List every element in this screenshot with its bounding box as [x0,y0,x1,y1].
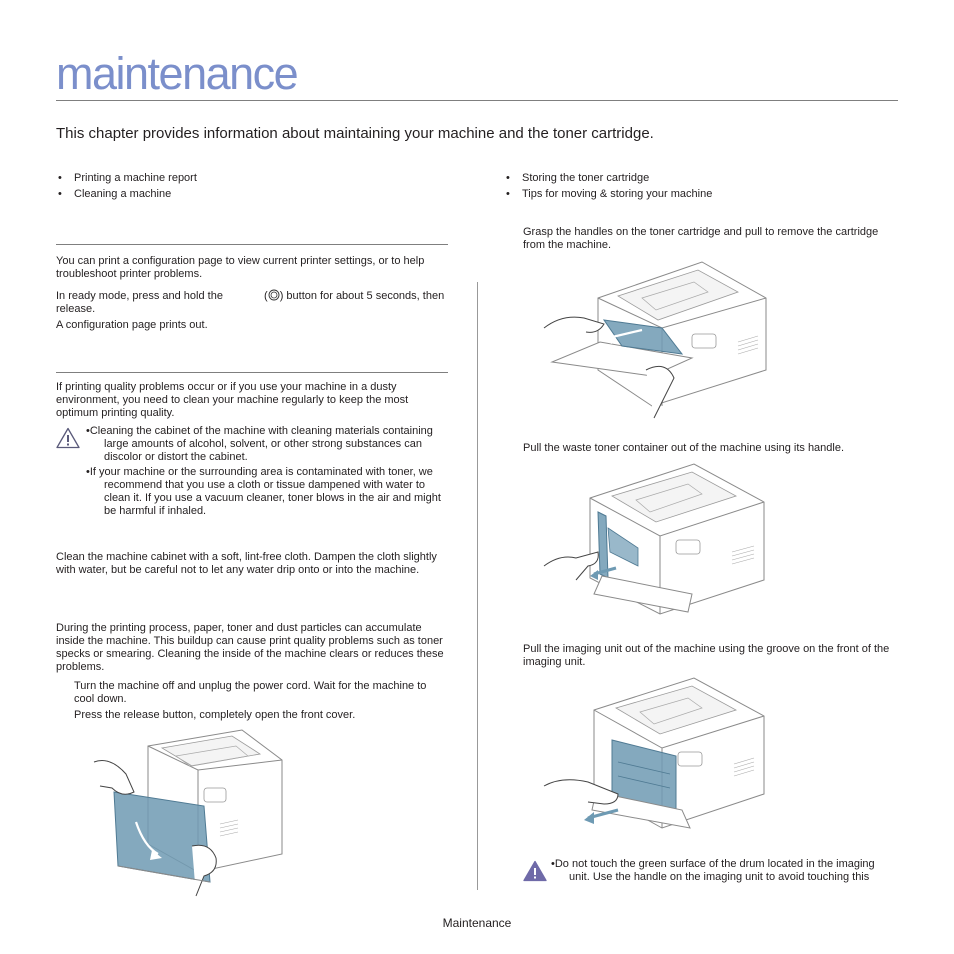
cleaning-intro: If printing quality problems occur or if you use your machine in a dusty environment, you need to clean your machine regularly to keep the most optimum printing quality. [56,381,409,419]
caution-text-chemicals: •Cleaning the cabinet of the machine with cleaning materials containing large amounts of alcohol, solvent, or other strong substances can discolor or distort the cabinet. [86,425,433,463]
toc-item-storing-toner[interactable]: • Storing the toner cartridge [504,170,896,186]
section-rule-cleaning [56,372,448,373]
right-step-remove-toner: Grasp the handles on the toner cartridge and pull to remove the cartridge from the machine. [523,226,879,251]
cleaning-inside-text: During the printing process, paper, toner and dust particles can accumulate inside the machine. This buildup can cause print quality problems such as toner specks or smearing. Cleaning the inside of the machine clears or reduces these problems. [56,622,444,673]
toc-item-cleaning[interactable]: • Cleaning a machine [56,186,448,202]
toc-item-moving-storing[interactable]: • Tips for moving & storing your machine [504,186,896,202]
report-step-before: In ready mode, press and hold the [56,290,223,302]
page-title: maintenance [56,48,298,99]
section-rule-report [56,244,448,245]
report-step-after: ) button for about 5 seconds, then release. [56,290,445,315]
column-divider [477,282,478,890]
report-step: In ready mode, press and hold the ( ) button for about 5 seconds, then release. [56,290,445,315]
cleaning-step-1: Turn the machine off and unplug the power cord. Wait for the machine to cool down. [74,680,427,705]
illustration-remove-toner [542,258,768,420]
caution-icon [56,427,80,449]
caution-cleaning [56,425,448,520]
toc-left [56,170,448,202]
cleaning-step-2: Press the release button, completely open the front cover. [74,709,356,721]
toc-item-printing-report[interactable]: • Printing a machine report [56,170,448,186]
stop-button-icon [268,289,280,301]
report-result: A configuration page prints out. [56,319,208,331]
illustration-remove-waste-container [542,462,768,626]
illustration-open-front-cover [92,726,292,898]
caution-text-drum: •Do not touch the green surface of the drum located in the imaging unit. Use the handle on the imaging unit to avoid touching this [551,858,875,883]
right-step-waste-toner: Pull the waste toner container out of the machine using its handle. [523,442,845,454]
page-footer: Maintenance [442,916,512,930]
cleaning-outside-text: Clean the machine cabinet with a soft, lint-free cloth. Dampen the cloth slightly with water, but be careful not to let any water drip onto or into the machine. [56,551,437,576]
caution-filled-icon [523,860,547,882]
chapter-intro: This chapter provides information about maintaining your machine and the toner cartridge. [56,125,654,142]
caution-drum-surface [523,858,898,890]
title-rule [56,100,898,101]
caution-text-toner: •If your machine or the surrounding area is contaminated with toner, we recommend that you use a cloth or tissue dampened with water to clean it. If you use a vacuum cleaner, toner blows in the air and might be harmful if inhaled. [86,466,441,517]
right-step-imaging-unit: Pull the imaging unit out of the machine using the groove on the front of the imaging unit. [523,643,890,668]
toc-right [504,170,896,202]
illustration-remove-imaging-unit [542,676,768,840]
report-intro: You can print a configuration page to view current printer settings, or to help troubleshoot printer problems. [56,255,425,280]
